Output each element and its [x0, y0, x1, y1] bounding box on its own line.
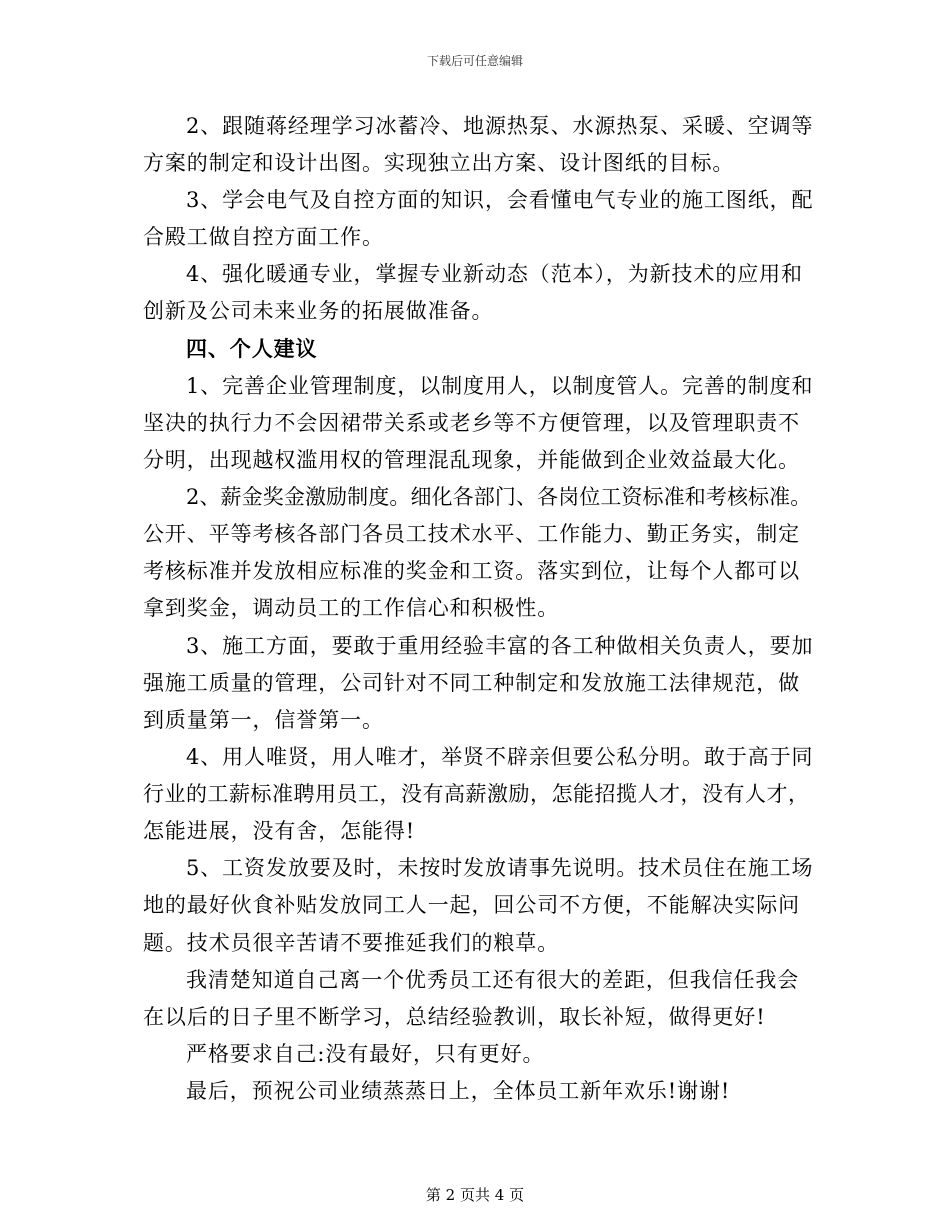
paragraph-line: 4、用人唯贤，用人唯才，举贤不辟亲但要公私分明。敢于高于同 — [186, 745, 814, 769]
paragraph-line: 坚决的执行力不会因裙带关系或老乡等不方便管理，以及管理职责不 — [143, 411, 800, 435]
paragraph-line: 行业的工薪标准聘用员工，没有高薪激励，怎能招揽人才，没有人才， — [143, 782, 810, 806]
paragraph-line: 2、跟随蒋经理学习冰蓄冷、地源热泵、水源热泵、采暖、空调等 — [186, 114, 814, 138]
paragraph-line: 在以后的日子里不断学习，总结经验教训，取长补短，做得更好! — [143, 1005, 766, 1029]
paragraph-line: 强施工质量的管理，公司针对不同工种制定和发放施工法律规范，做 — [143, 671, 800, 695]
paragraph-line: 方案的制定和设计出图。实现独立出方案、设计图纸的目标。 — [143, 151, 735, 175]
paragraph-line: 4、强化暖通专业，掌握专业新动态（范本），为新技术的应用和 — [186, 262, 803, 286]
page-footer: 第 2 页共 4 页 — [425, 1186, 525, 1204]
paragraph-line: 2、薪金奖金激励制度。细化各部门、各岗位工资标准和考核标准。 — [186, 485, 812, 509]
paragraph-line: 我清楚知道自己离一个优秀员工还有很大的差距，但我信任我会 — [186, 968, 800, 992]
section-heading: 四、个人建议 — [186, 336, 318, 361]
page-header: 下载后可任意编辑 — [426, 54, 523, 68]
paragraph-line: 到质量第一，信誉第一。 — [143, 708, 384, 732]
paragraph-line: 5、工资发放要及时，未按时发放请事先说明。技术员住在施工场 — [186, 856, 814, 880]
paragraph-line: 地的最好伙食补贴发放同工人一起，回公司不方便，不能解决实际问 — [143, 893, 800, 917]
paragraph-line: 分明，出现越权滥用权的管理混乱现象，并能做到企业效益最大化。 — [143, 448, 800, 472]
paragraph-line: 公开、平等考核各部门各员工技术水平、工作能力、勤正务实，制定 — [143, 522, 800, 546]
paragraph-line: 1、完善企业管理制度，以制度用人，以制度管人。完善的制度和 — [186, 374, 814, 398]
paragraph-line: 题。技术员很辛苦请不要推延我们的粮草。 — [143, 931, 560, 955]
paragraph-line: 怎能进展，没有舍，怎能得! — [143, 819, 416, 843]
paragraph-line: 最后，预祝公司业绩蒸蒸日上，全体员工新年欢乐!谢谢! — [186, 1079, 731, 1103]
paragraph-line: 合殿工做自控方面工作。 — [143, 225, 384, 249]
paragraph-line: 考核标准并发放相应标准的奖金和工资。落实到位，让每个人都可以 — [143, 559, 800, 583]
paragraph-line: 3、学会电气及自控方面的知识，会看懂电气专业的施工图纸，配 — [186, 188, 814, 212]
paragraph-line: 创新及公司未来业务的拓展做准备。 — [143, 299, 494, 323]
paragraph-line: 3、施工方面，要敢于重用经验丰富的各工种做相关负责人，要加 — [186, 634, 814, 658]
paragraph-line: 严格要求自己:没有最好，只有更好。 — [186, 1042, 545, 1066]
paragraph-line: 拿到奖金，调动员工的工作信心和积极性。 — [143, 596, 560, 620]
